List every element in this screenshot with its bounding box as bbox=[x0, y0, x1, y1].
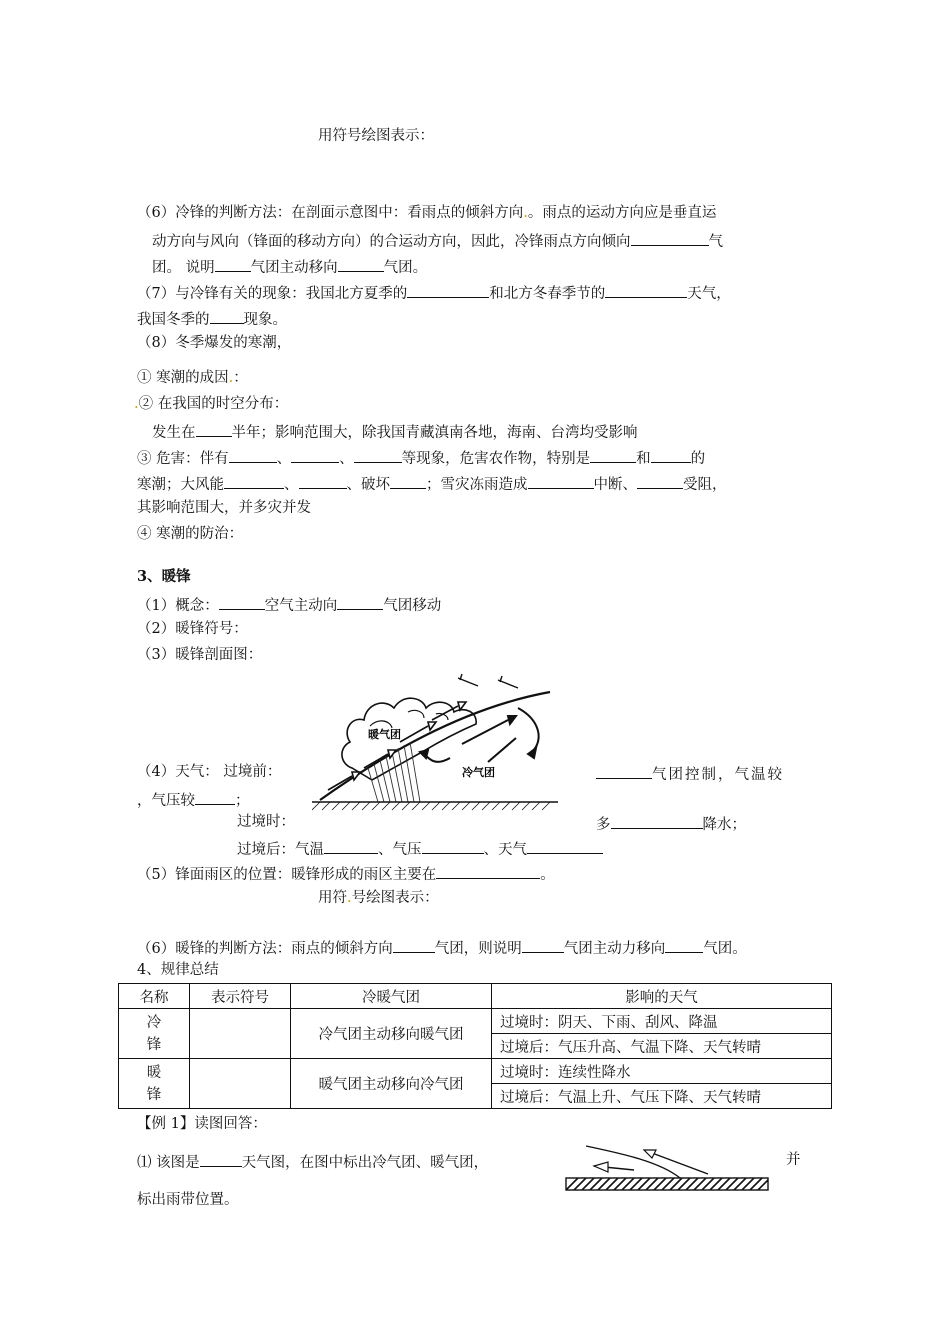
warm-air-mass-label: 暖气团 bbox=[368, 728, 401, 741]
fill-blank[interactable] bbox=[196, 420, 232, 437]
fill-blank[interactable] bbox=[665, 936, 703, 953]
fill-blank[interactable] bbox=[407, 281, 489, 298]
fill-blank[interactable] bbox=[522, 936, 564, 953]
warm-front-weather-during: 过境时： bbox=[237, 814, 295, 830]
fill-blank[interactable] bbox=[291, 446, 339, 463]
fill-blank[interactable] bbox=[390, 472, 426, 489]
wind-barbs bbox=[458, 674, 518, 688]
warm-front-rain-area: （5）锋面雨区的位置：暖锋形成的雨区主要在 。 bbox=[137, 862, 555, 885]
fill-blank[interactable] bbox=[422, 837, 484, 854]
fill-blank[interactable] bbox=[210, 307, 244, 324]
warm-front-symbol-instruction: 用符.号绘图表示： bbox=[318, 890, 439, 906]
warm-front-profile-figure bbox=[312, 668, 562, 820]
fill-blank[interactable] bbox=[605, 281, 687, 298]
ground-hatching bbox=[312, 802, 550, 810]
fill-blank[interactable] bbox=[224, 472, 284, 489]
fill-blank[interactable] bbox=[337, 593, 383, 610]
warm-front-symbol: （2）暖锋符号： bbox=[137, 621, 248, 637]
warm-front-name-cell: 暖 锋 bbox=[119, 1059, 190, 1109]
fill-blank[interactable] bbox=[651, 446, 691, 463]
fill-blank[interactable] bbox=[631, 229, 709, 246]
arrow-small-head bbox=[594, 1162, 608, 1172]
fill-blank[interactable] bbox=[229, 446, 277, 463]
fill-blank[interactable] bbox=[354, 446, 402, 463]
cold-air-mass-label: 冷气团 bbox=[462, 766, 495, 779]
fill-blank[interactable] bbox=[436, 862, 540, 879]
cold-wave-cause: ① 寒潮的成因.： bbox=[137, 370, 248, 386]
warm-front-heading: 3、暖锋 bbox=[137, 568, 191, 585]
warm-front-after-cell: 过境后：气温上升、气压下降、天气转晴 bbox=[492, 1084, 832, 1109]
cold-front-symbol-instruction: 用符号绘图表示： bbox=[318, 128, 434, 144]
fill-blank[interactable] bbox=[637, 472, 683, 489]
cold-front-during-cell: 过境时：阴天、下雨、刮风、降温 bbox=[492, 1009, 832, 1034]
fill-blank[interactable] bbox=[195, 788, 235, 805]
warm-front-method: （6）暖锋的判断方法：雨点的倾斜方向 气团，则说明 气团主动力移向 气团。 bbox=[137, 936, 747, 959]
table-row bbox=[119, 1059, 832, 1084]
cold-wave-prevention: ④ 寒潮的防治： bbox=[137, 526, 244, 542]
cold-wave-distribution: .② 在我国的时空分布： bbox=[134, 396, 289, 412]
arrow-large-head bbox=[644, 1150, 656, 1158]
cold-front-name-cell: 冷 锋 bbox=[119, 1009, 190, 1059]
summary-table bbox=[118, 983, 832, 1109]
fill-blank[interactable] bbox=[527, 837, 603, 854]
cold-wave-harm-line1: ③ 危害：伴有 、 、 等现象，危害农作物，特别是 和 的 bbox=[137, 446, 705, 469]
cold-front-phenomena-line2: 我国冬季的 现象。 bbox=[137, 307, 287, 330]
warm-front-weather-after: 过境后：气温 、气压 、天气 bbox=[237, 837, 603, 860]
cold-front-symbol-cell[interactable] bbox=[190, 1009, 291, 1059]
cold-wave-harm-line3: 其影响范围大，并多灾并发 bbox=[137, 500, 311, 516]
cold-front-after-cell: 过境后：气压升高、气温下降、天气转晴 bbox=[492, 1034, 832, 1059]
warm-front-pressure-before: ，气压较 ； bbox=[137, 788, 250, 811]
warm-front-symbol-cell[interactable] bbox=[190, 1059, 291, 1109]
cold-wave-harm-line2: 寒潮；大风能 、 、破坏 ；雪灾冻雨造成 中断、 受阻， bbox=[137, 472, 727, 495]
fill-blank[interactable] bbox=[393, 936, 435, 953]
cold-front-method-line1: （6）冷锋的判断方法：在剖面示意图中：看雨点的倾斜方向.。雨点的运动方向应是垂直运 bbox=[137, 205, 717, 221]
warm-front-during-cell: 过境时：连续性降水 bbox=[492, 1059, 832, 1084]
warm-front-concept: （1）概念： 空气主动向 气团移动 bbox=[137, 593, 441, 616]
example-question-line2: 标出雨带位置。 bbox=[137, 1192, 239, 1208]
example-question-end: 并 bbox=[786, 1152, 801, 1168]
example-front-figure bbox=[564, 1140, 770, 1194]
table-header-cell: 影响的天气 bbox=[492, 984, 832, 1009]
warm-front-masses-cell: 暖气团主动移向冷气团 bbox=[291, 1059, 492, 1109]
fill-blank[interactable] bbox=[611, 812, 703, 829]
cloud-shape bbox=[342, 698, 476, 780]
warm-front-weather-before-right: 气团控制，气温较 bbox=[596, 762, 784, 785]
table-header-cell: 冷暖气团 bbox=[291, 984, 492, 1009]
table-header-cell: 名称 bbox=[119, 984, 190, 1009]
cold-wave-time-line: 发生在 半年；影响范围大，除我国青藏滇南各地，海南、台湾均受影响 bbox=[152, 420, 638, 443]
example-heading: 【例 1】读图回答： bbox=[137, 1116, 267, 1132]
fill-blank[interactable] bbox=[324, 837, 378, 854]
cold-front-masses-cell: 冷气团主动移向暖气团 bbox=[291, 1009, 492, 1059]
fill-blank[interactable] bbox=[200, 1150, 242, 1167]
front-line bbox=[586, 1146, 680, 1178]
fill-blank[interactable] bbox=[219, 593, 265, 610]
warm-front-profile-heading: （3）暖锋剖面图： bbox=[137, 647, 263, 663]
table-row bbox=[119, 1009, 832, 1034]
summary-heading: 4、规律总结 bbox=[137, 962, 219, 978]
warm-front-weather-before: （4）天气： 过境前： bbox=[137, 764, 282, 780]
fill-blank[interactable] bbox=[338, 255, 384, 272]
fill-blank[interactable] bbox=[299, 472, 347, 489]
table-header-cell: 表示符号 bbox=[190, 984, 291, 1009]
cold-front-phenomena-line1: （7）与冷锋有关的现象：我国北方夏季的 和北方冬春季节的 天气， bbox=[137, 281, 731, 304]
table-header-row bbox=[119, 984, 832, 1009]
example-question-line1: ⑴ 该图是 天气图，在图中标出冷气团、暖气团， bbox=[137, 1150, 488, 1173]
fill-blank[interactable] bbox=[528, 472, 594, 489]
fill-blank[interactable] bbox=[590, 446, 636, 463]
cold-front-method-line2: 动方向与风向（锋面的移动方向）的合运动方向，因此，冷锋雨点方向倾向 气 bbox=[152, 229, 723, 252]
fill-blank[interactable] bbox=[596, 762, 652, 779]
cold-wave-heading: （8）冬季爆发的寒潮， bbox=[137, 335, 292, 351]
cold-front-method-line3: 团。 说明 气团主动移向 气团。 bbox=[152, 255, 427, 278]
warm-front-weather-during-right: 多 降水； bbox=[596, 812, 746, 835]
fill-blank[interactable] bbox=[215, 255, 251, 272]
